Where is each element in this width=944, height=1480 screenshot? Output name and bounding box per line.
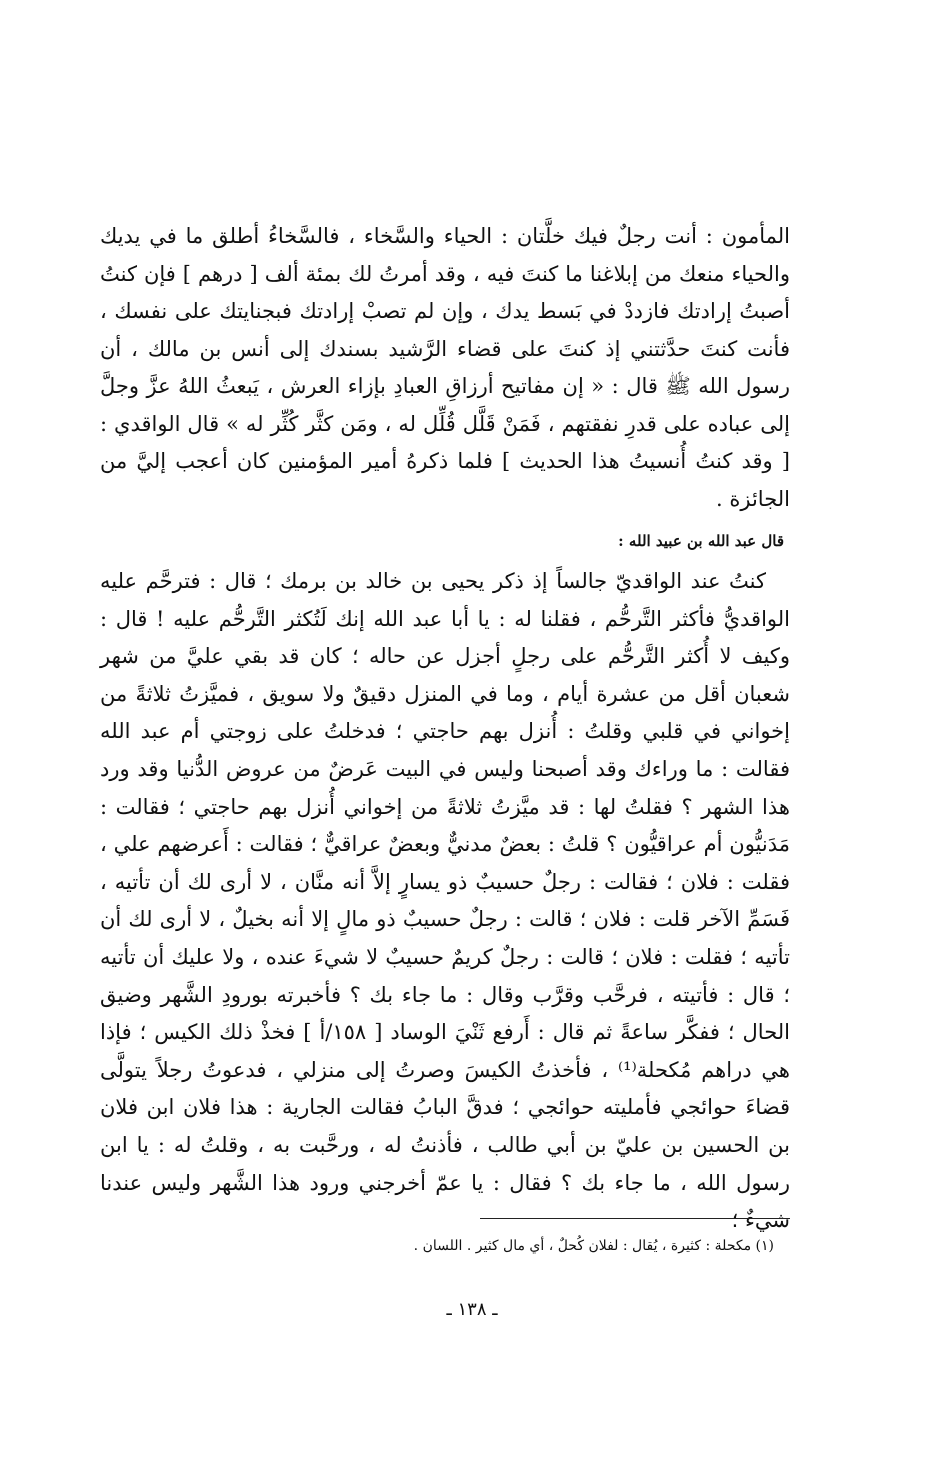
section-heading: قال عبد الله بن عبيد الله :: [618, 532, 784, 550]
page-number: ـ ١٣٨ ـ: [446, 1299, 498, 1320]
footnote-divider: [480, 1218, 790, 1219]
paragraph-2: كنتُ عند الواقديّ جالساً إذ ذكر يحيى بن خالد بن برمك ؛ قال : فترحَّم عليه الواقديُّ فأكثر التَّرحُّم ، فقلنا له : يا أبا عبد الله إنك لَتُكثر التَّرحُّم عليه ! قال : وكيف لا أُكثر التَّرحُّم على رجلٍ أجزل عن حاله ؛ كان قد بقي عليَّ من شهر شعبان أقل من عشرة أيام ، وما في المنزل دقيقٌ ولا سويق ، فميَّزتُ ثلاثةً من إخواني في قلبي وقلتُ : أُنزل بهم حاجتي ؛ فدخلتُ على زوجتي أم عبد الله فقالت : ما وراءك وقد أصبحنا وليس في البيت عَرضٌ من عروض الدُّنيا وقد ورد هذا الشهر ؟ فقلتُ لها : قد ميَّزتُ ثلاثةً من إخواني أُنزل بهم حاجتي ؛ فقالت : مَدَنيُّون أم عراقيُّون ؟ قلتُ : بعضٌ مدنيٌّ وبعضٌ عراقيٌّ ؛ فقالت : أَعرضهم علي ، فقلت : فلان ؛ فقالت : رجلٌ حسيبٌ ذو يسارٍ إلاَّ أنه منَّان ، لا أرى لك أن تأتيه ، فَسَمِّ الآخر قلت : فلان ؛ قالت : رجلٌ حسيبٌ ذو مالٍ إلا أنه بخيلٌ ، لا أرى لك أن تأتيه ؛ فقلت : فلان ؛ قالت : رجلٌ كريمٌ حسيبٌ لا شيءَ عنده ، ولا عليك أن تأتيه ؛ قال : فأتيته ، فرحَّب وقرَّب وقال : ما جاء بك ؟ فأخبرته بورودِ الشَّهر وضيق الحال ؛ ففكَّر ساعةً ثم قال : أَرفع ثَنْيَ الوساد [ ١٥٨/أ ] فخذْ ذلك الكيس ؛ فإذا هي دراهم مُكحلة⁽¹⁾ ، فأخذتُ الكيسَ وصرتُ إلى منزلي ، فدعوتُ رجلاً يتولَّى قضاءَ حوائجي فأمليته حوائجي ؛ فدقَّ البابُ فقالت الجارية : هذا فلان ابن فلان بن الحسين بن عليّ بن أبي طالب ، فأذنتُ له ، ورحَّبت به ، وقلتُ له : يا ابن رسول الله ، ما جاء بك ؟ فقال : يا عمّ أخرجني ورود هذا الشَّهر وليس عندنا شيءٌ ؛: [100, 569, 790, 1233]
footnote: (١) مكحلة : كثيرة ، يُقال : لفلان كُحلٌ ، أي مال كثير . اللسان .: [413, 1238, 774, 1254]
paragraph-1: المأمون : أنت رجلٌ فيك خلَّتان : الحياء والسَّخاء ، فالسَّخاءُ أطلق ما في يديك والحياء منعك من إبلاغنا ما كنتَ فيه ، وقد أمرتُ لك بمئة ألف [ درهم ] فإن كنتُ أصبتُ إرادتك فازددْ في بَسط يدك ، وإن لم تصبْ إرادتك فبجنايتك على نفسك ، فأنت كنتَ حدَّثتني إذ كنتَ على قضاء الرَّشيد بسندك إلى أنس بن مالك ، أن رسول الله ﷺ قال : « إن مفاتيح أرزاقِ العبادِ بإزاء العرش ، يَبعثُ اللهُ عزَّ وجلَّ إلى عباده على قدرِ نفقتهم ، فَمَنْ قَلَّل قُلِّل له ، ومَن كثَّر كُثِّر له » قال الواقدي : [ وقد كنتُ أُنسيتُ هذا الحديث ] فلما ذكرهُ أمير المؤمنين كان أعجب إليَّ من الجائزة .: [100, 224, 790, 511]
